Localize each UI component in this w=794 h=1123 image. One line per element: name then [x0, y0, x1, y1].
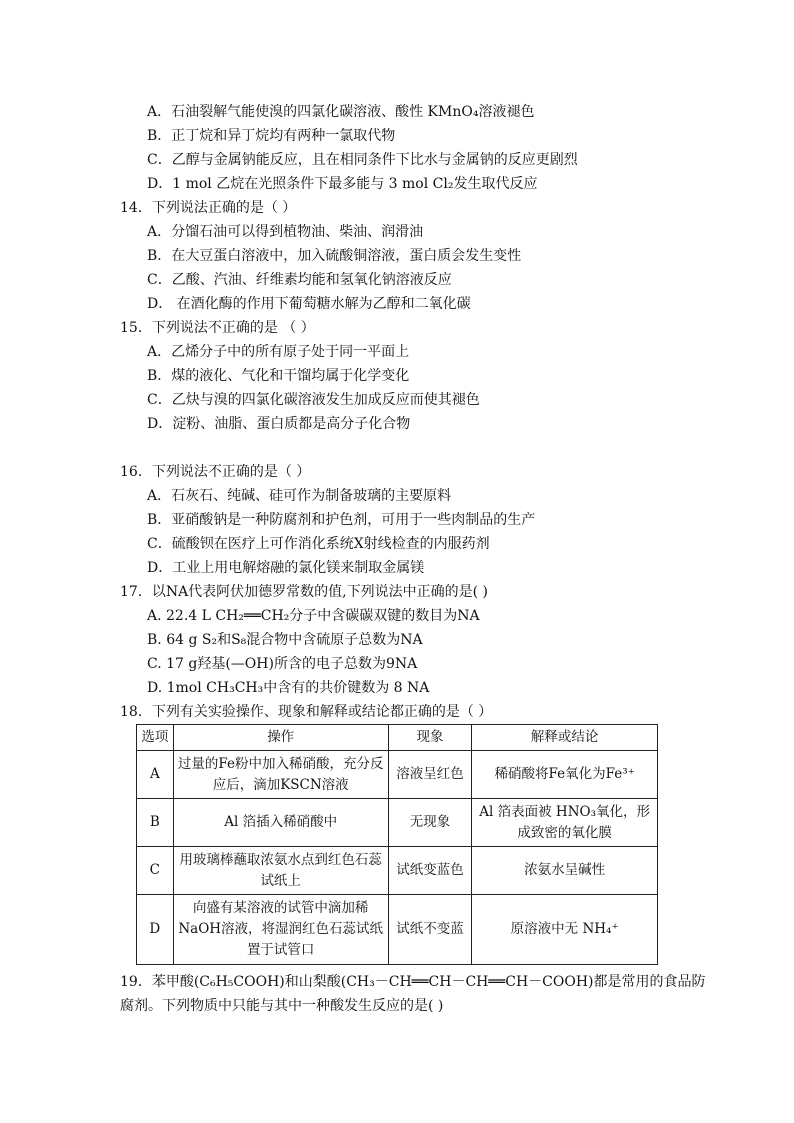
- q14-option-b: B．在大豆蛋白溶液中，加入硫酸铜溶液，蛋白质会发生变性: [147, 248, 522, 264]
- q13-option-a: A．石油裂解气能使溴的四氯化碳溶液、酸性 KMnO₄溶液褪色: [147, 104, 535, 120]
- q15-option-c: C．乙炔与溴的四氯化碳溶液发生加成反应而使其褪色: [147, 392, 480, 408]
- table-row: [137, 895, 658, 965]
- table-cell: 无现象: [388, 799, 472, 847]
- table-header-row: [137, 725, 658, 751]
- table-cell: 用玻璃棒蘸取浓氨水点到红色石蕊试纸上: [173, 847, 388, 895]
- q18-stem: 18．下列有关实验操作、现象和解释或结论都正确的是（ ）: [120, 704, 493, 720]
- q13-option-c: C．乙醇与金属钠能反应，且在相同条件下比水与金属钠的反应更剧烈: [147, 152, 578, 168]
- q14-option-a: A．分馏石油可以得到植物油、柴油、润滑油: [147, 224, 424, 240]
- table-cell: 原溶液中无 NH₄⁺: [472, 895, 658, 965]
- table-cell: 向盛有某溶液的试管中滴加稀NaOH溶液，将湿润红色石蕊试纸置于试管口: [173, 895, 388, 965]
- table-cell: 浓氨水呈碱性: [472, 847, 658, 895]
- q16-stem: 16．下列说法不正确的是（ ）: [120, 464, 311, 480]
- q17-option-c: C. 17 g羟基(—OH)所含的电子总数为9NA: [147, 656, 418, 672]
- table-cell: 试纸变蓝色: [388, 847, 472, 895]
- table-cell: 试纸不变蓝: [388, 895, 472, 965]
- q19-stem-line-2: 腐剂。下列物质中只能与其中一种酸发生反应的是( ): [120, 998, 444, 1014]
- table-cell: 溶液呈红色: [388, 751, 472, 799]
- q14-stem: 14．下列说法正确的是（ ）: [120, 200, 297, 216]
- q13-option-d: D．1 mol 乙烷在光照条件下最多能与 3 mol Cl₂发生取代反应: [147, 176, 538, 192]
- q15-option-b: B．煤的液化、气化和干馏均属于化学变化: [147, 368, 410, 384]
- table-row: [137, 751, 658, 799]
- table-cell: 稀硝酸将Fe氧化为Fe³⁺: [472, 751, 658, 799]
- q17-option-a: A. 22.4 L CH₂══CH₂分子中含碳碳双键的数目为NA: [147, 608, 480, 624]
- q14-option-d: D． 在酒化酶的作用下葡萄糖水解为乙醇和二氧化碳: [147, 296, 471, 312]
- q17-option-d: D. 1mol CH₃CH₃中含有的共价键数为 8 NA: [147, 680, 430, 696]
- q13-option-b: B．正丁烷和异丁烷均有两种一氯取代物: [147, 128, 396, 144]
- experiment-table: [136, 724, 658, 965]
- q19-stem-line-1: 19．苯甲酸(C₆H₅COOH)和山梨酸(CH₃－CH══CH－CH══CH－COOH)都是常用的食品防: [120, 974, 706, 990]
- q16-option-b: B．亚硝酸钠是一种防腐剂和护色剂，可用于一些肉制品的生产: [147, 512, 536, 528]
- table-cell: Al 箔插入稀硝酸中: [173, 799, 388, 847]
- table-cell: B: [137, 799, 174, 847]
- table-cell: Al 箔表面被 HNO₃氧化，形成致密的氧化膜: [472, 799, 658, 847]
- table-header-cell: 操作: [173, 725, 388, 751]
- q16-option-a: A．石灰石、纯碱、硅可作为制备玻璃的主要原料: [147, 488, 452, 504]
- q16-option-d: D．工业上用电解熔融的氯化镁来制取金属镁: [147, 560, 425, 576]
- q15-stem: 15．下列说法不正确的是 （ ）: [120, 320, 315, 336]
- table-header-cell: 解释或结论: [472, 725, 658, 751]
- table-cell: 过量的Fe粉中加入稀硝酸，充分反应后，滴加KSCN溶液: [173, 751, 388, 799]
- q17-stem: 17．以NA代表阿伏加德罗常数的值,下列说法中正确的是( ): [120, 584, 488, 600]
- table-cell: C: [137, 847, 174, 895]
- q14-option-c: C．乙酸、汽油、纤维素均能和氢氧化钠溶液反应: [147, 272, 452, 288]
- q15-option-a: A．乙烯分子中的所有原子处于同一平面上: [147, 344, 410, 360]
- q15-option-d: D．淀粉、油脂、蛋白质都是高分子化合物: [147, 416, 411, 432]
- table-header-cell: 选项: [137, 725, 174, 751]
- q17-option-b: B. 64 g S₂和S₈混合物中含硫原子总数为NA: [147, 632, 423, 648]
- table-row: [137, 847, 658, 895]
- table-row: [137, 799, 658, 847]
- table-cell: D: [137, 895, 174, 965]
- table-header-cell: 现象: [388, 725, 472, 751]
- table-cell: A: [137, 751, 174, 799]
- q16-option-c: C．硫酸钡在医疗上可作消化系统X射线检查的内服药剂: [147, 536, 490, 552]
